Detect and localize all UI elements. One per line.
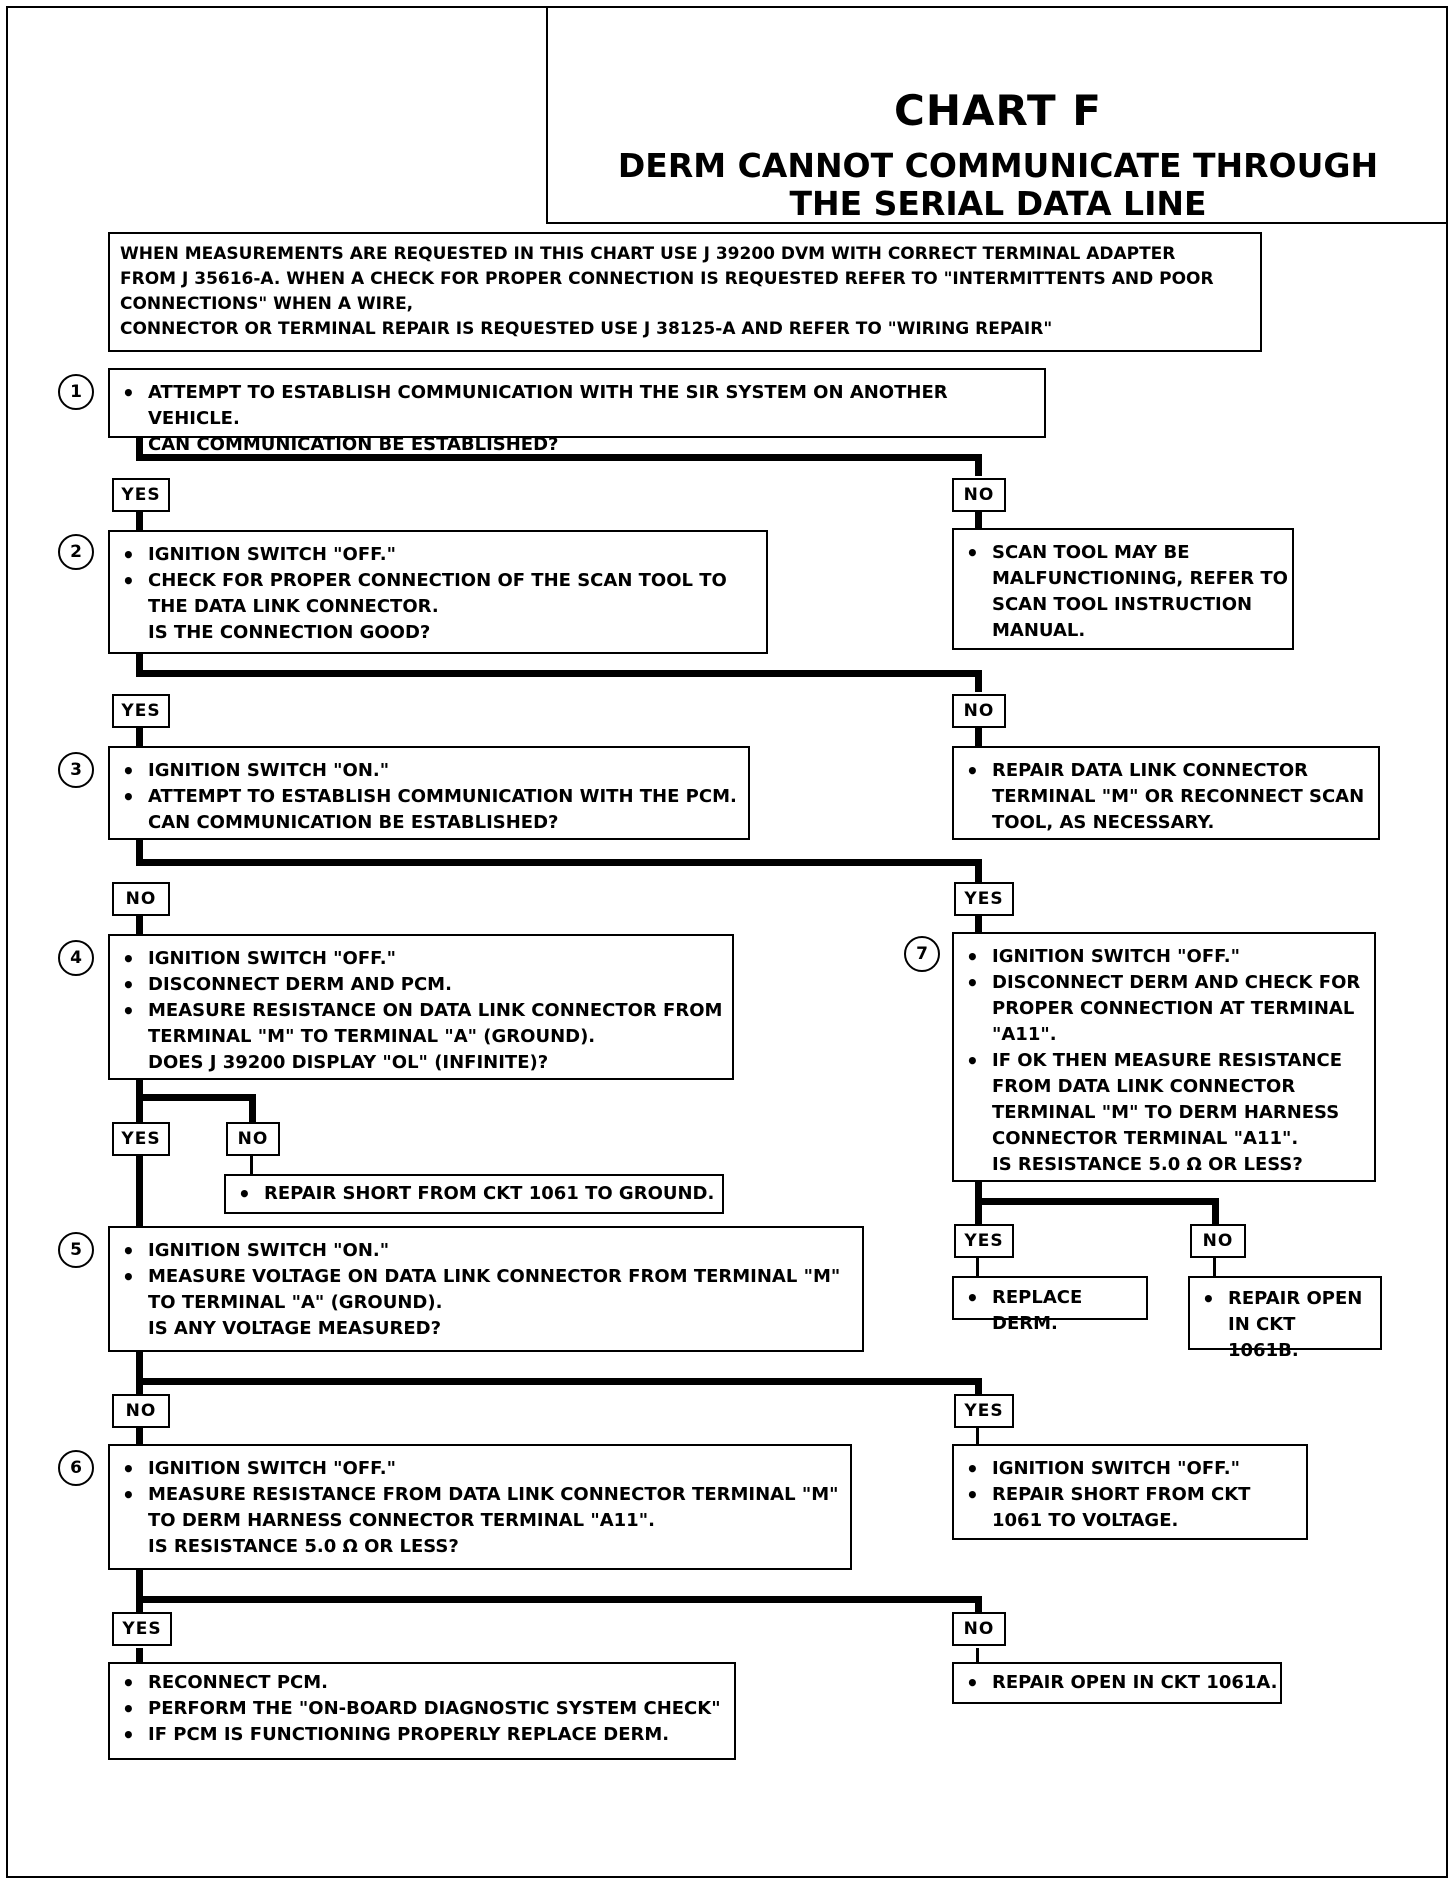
step-question: IS ANY VOLTAGE MEASURED? xyxy=(148,1318,442,1339)
connector xyxy=(975,510,982,530)
connector xyxy=(136,1156,143,1228)
step-item: • MEASURE VOLTAGE ON DATA LINK CONNECTOR FROM TERMINAL "M" TO TERMINAL "A" (GROUND). xyxy=(110,1264,862,1316)
intro-note xyxy=(108,232,1262,352)
step-item: • IGNITION SWITCH "ON." xyxy=(110,758,748,784)
step-2-box xyxy=(108,530,768,654)
step-item: • IF OK THEN MEASURE RESISTANCE FROM DATA LINK CONNECTOR TERMINAL "M" TO DERM HARNESS CONNECTOR TERMINAL "A11". xyxy=(954,1048,1374,1152)
outcome-open-1061b xyxy=(1188,1276,1382,1361)
step-item: • IGNITION SWITCH "OFF." xyxy=(954,944,1374,970)
step-question: IS THE CONNECTION GOOD? xyxy=(148,622,431,643)
yes-label: YES xyxy=(112,478,170,512)
intro-line: FROM J 35616-A. WHEN A CHECK FOR PROPER CONNECTION IS REQUESTED REFER TO "INTERMITTENTS AND POOR xyxy=(120,269,1214,289)
connector xyxy=(136,859,982,866)
connector xyxy=(975,1198,1219,1205)
connector xyxy=(250,1156,253,1176)
step-number-3: 3 xyxy=(58,752,94,788)
step-item: • IGNITION SWITCH "OFF." xyxy=(110,946,732,972)
step-number-6: 6 xyxy=(58,1450,94,1486)
outcome-item: • REPAIR SHORT FROM CKT 1061 TO GROUND. xyxy=(226,1181,722,1207)
no-label: NO xyxy=(952,478,1006,512)
connector xyxy=(975,726,982,748)
outcome-replace-derm xyxy=(952,1276,1148,1334)
outcome-item: • IGNITION SWITCH "OFF." xyxy=(954,1456,1306,1482)
connector xyxy=(136,726,143,748)
step-item: • IGNITION SWITCH "OFF." xyxy=(110,1456,850,1482)
step-item: • DISCONNECT DERM AND CHECK FOR PROPER CONNECTION AT TERMINAL "A11". xyxy=(954,970,1374,1048)
step-question: CAN COMMUNICATION BE ESTABLISHED? xyxy=(148,434,559,455)
outcome-repair-dlc xyxy=(952,746,1380,840)
connector xyxy=(136,670,982,677)
step-number-1: 1 xyxy=(58,374,94,410)
step-item: • IGNITION SWITCH "OFF." xyxy=(110,542,766,568)
connector xyxy=(975,859,982,883)
connector xyxy=(136,1350,143,1395)
outcome-short-voltage xyxy=(952,1444,1308,1540)
no-label: NO xyxy=(952,694,1006,728)
connector xyxy=(136,510,143,532)
outcome-final xyxy=(108,1662,736,1760)
yes-label: YES xyxy=(112,694,170,728)
connector xyxy=(136,1596,982,1603)
intro-line: CONNECTOR OR TERMINAL REPAIR IS REQUESTED USE J 38125-A AND REFER TO "WIRING REPAIR" xyxy=(120,319,1053,339)
step-item: • ATTEMPT TO ESTABLISH COMMUNICATION WITH THE SIR SYSTEM ON ANOTHER VEHICLE. xyxy=(110,380,1044,432)
step-3-box xyxy=(108,746,750,840)
outcome-item: • REPAIR DATA LINK CONNECTOR TERMINAL "M" OR RECONNECT SCAN TOOL, AS NECESSARY. xyxy=(954,758,1378,836)
step-item: • DISCONNECT DERM AND PCM. xyxy=(110,972,732,998)
step-1-box xyxy=(108,368,1046,455)
step-question: IS RESISTANCE 5.0 Ω OR LESS? xyxy=(992,1154,1303,1175)
step-question: DOES J 39200 DISPLAY "OL" (INFINITE)? xyxy=(148,1052,549,1073)
step-number-5: 5 xyxy=(58,1232,94,1268)
outcome-item: • REPLACE DERM. xyxy=(954,1285,1146,1337)
step-7-box xyxy=(952,932,1376,1182)
step-item: • ATTEMPT TO ESTABLISH COMMUNICATION WITH THE PCM. xyxy=(110,784,748,810)
outcome-scan-tool xyxy=(952,528,1294,650)
no-label: NO xyxy=(112,1394,170,1428)
outcome-item: • SCAN TOOL MAY BE MALFUNCTIONING, REFER TO SCAN TOOL INSTRUCTION MANUAL. xyxy=(954,540,1292,644)
yes-label: YES xyxy=(954,882,1014,916)
no-label: NO xyxy=(1190,1224,1246,1258)
outcome-open-1061a xyxy=(952,1662,1282,1704)
yes-label: YES xyxy=(112,1122,170,1156)
outcome-item: • REPAIR SHORT FROM CKT 1061 TO VOLTAGE. xyxy=(954,1482,1306,1534)
connector xyxy=(136,1378,982,1385)
step-number-7: 7 xyxy=(904,936,940,972)
yes-label: YES xyxy=(954,1224,1014,1258)
yes-label: YES xyxy=(112,1612,172,1646)
step-5-box xyxy=(108,1226,864,1352)
step-question: IS RESISTANCE 5.0 Ω OR LESS? xyxy=(148,1536,459,1557)
intro-line: WHEN MEASUREMENTS ARE REQUESTED IN THIS CHART USE J 39200 DVM WITH CORRECT TERMINAL ADAPTER xyxy=(120,244,1176,264)
no-label: NO xyxy=(952,1612,1006,1646)
step-number-4: 4 xyxy=(58,940,94,976)
step-item: • MEASURE RESISTANCE ON DATA LINK CONNECTOR FROM TERMINAL "M" TO TERMINAL "A" (GROUND). xyxy=(110,998,732,1050)
outcome-item: • REPAIR OPEN IN CKT 1061A. xyxy=(954,1670,1280,1696)
step-4-box xyxy=(108,934,734,1080)
step-item: • IGNITION SWITCH "ON." xyxy=(110,1238,862,1264)
connector xyxy=(976,1258,979,1278)
connector xyxy=(136,1568,143,1613)
outcome-item: • IF PCM IS FUNCTIONING PROPERLY REPLACE DERM. xyxy=(110,1722,734,1748)
step-6-box xyxy=(108,1444,852,1570)
connector xyxy=(975,670,982,692)
connector xyxy=(136,1094,256,1101)
chart-title: CHART F xyxy=(894,86,1102,135)
outcome-item: • REPAIR OPEN IN CKT 1061B. xyxy=(1190,1286,1370,1364)
intro-line: CONNECTIONS" WHEN A WIRE, xyxy=(120,294,414,314)
step-item: • CHECK FOR PROPER CONNECTION OF THE SCAN TOOL TO THE DATA LINK CONNECTOR. xyxy=(110,568,766,620)
no-label: NO xyxy=(226,1122,280,1156)
connector xyxy=(1213,1258,1216,1278)
chart-subtitle: DERM CANNOT COMMUNICATE THROUGH THE SERIAL DATA LINE xyxy=(617,146,1379,223)
step-question: CAN COMMUNICATION BE ESTABLISHED? xyxy=(148,812,559,833)
outcome-item: • RECONNECT PCM. xyxy=(110,1670,734,1696)
step-item: • MEASURE RESISTANCE FROM DATA LINK CONNECTOR TERMINAL "M" TO DERM HARNESS CONNECTOR TERMINAL "A11". xyxy=(110,1482,850,1534)
step-number-2: 2 xyxy=(58,534,94,570)
title-block xyxy=(546,6,1448,224)
yes-label: YES xyxy=(954,1394,1014,1428)
no-label: NO xyxy=(112,882,170,916)
outcome-short-ground xyxy=(224,1174,724,1214)
connector xyxy=(1212,1198,1219,1226)
connector xyxy=(249,1094,256,1122)
outcome-item: • PERFORM THE "ON-BOARD DIAGNOSTIC SYSTEM CHECK" xyxy=(110,1696,734,1722)
